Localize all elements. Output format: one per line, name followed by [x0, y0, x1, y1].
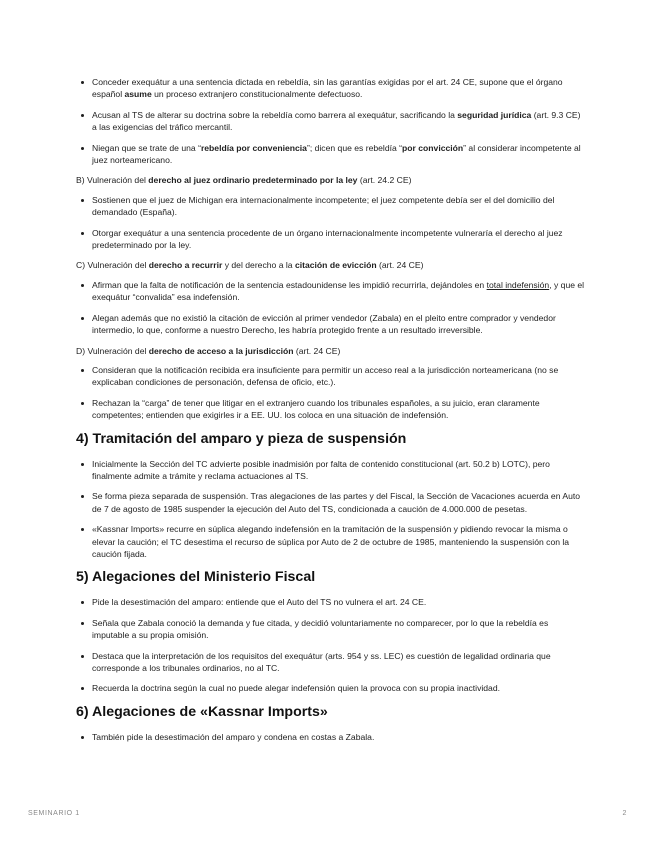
text-run: Sostienen que el juez de Michigan era internacionalmente incompetente; el juez competente debía ser el del domicilio del demandado (España). — [92, 194, 555, 218]
bullet-item — [76, 227, 586, 252]
text-run: (art. 24.2 CE) — [357, 175, 412, 186]
bullet-item — [76, 682, 586, 694]
text-run: , y que el exequátur “convalida” esa indefensión. — [92, 279, 585, 303]
bullet-item — [76, 523, 586, 560]
underlined-text: total indefensión — [486, 279, 550, 290]
text-run: C) Vulneración del — [76, 260, 149, 271]
bullet-item — [76, 142, 586, 167]
bold-text: rebeldía por conveniencia — [200, 142, 307, 153]
bullet-item — [76, 596, 586, 608]
text-run: D) Vulneración del — [76, 345, 149, 356]
text-run: Afirman que la falta de notificación de la sentencia estadounidense les impidió recurrirla, dejándoles en — [92, 279, 487, 290]
footer-title: SEMINARIO 1 — [28, 810, 80, 817]
section-heading — [76, 703, 586, 721]
text-run: Rechazan la “carga” de tener que litigar en el extranjero cuando los tribunales españoles, a su juicio, eran claramente competentes; entienden que exigirles ir a EE. UU. los coloca en una situación de indefensión. — [92, 397, 540, 421]
bold-text: seguridad jurídica — [457, 109, 532, 120]
section-heading — [76, 568, 586, 586]
bold-text: derecho al juez ordinario predeterminado por la ley — [148, 175, 358, 186]
text-run: Pide la desestimación del amparo: entiende que el Auto del TS no vulnera el art. 24 CE. — [92, 597, 427, 608]
text-run: «Kassnar Imports» recurre en súplica alegando indefensión en la tramitación de la suspensión y pidiendo revocar la misma o elevar la caución; el TC desestima el recurso de súplica por Auto de 2 de octubre de 1985, manteniendo la suspensión con la caución fijada. — [92, 524, 570, 559]
subsection-heading — [76, 259, 586, 271]
bullet-item — [76, 312, 586, 337]
text-run: Recuerda la doctrina según la cual no puede alegar indefensión quien la provoca con su propia inactividad. — [92, 683, 501, 694]
text-run: (art. 9.3 CE) a las exigencias del tráfico mercantil. — [92, 109, 581, 133]
text-run: Acusan al TS de alterar su doctrina sobre la rebeldía como barrera al exequátur, sacrificando la — [92, 109, 458, 120]
bullet-item — [76, 650, 586, 675]
bullet-item — [76, 458, 586, 483]
text-run: Inicialmente la Sección del TC advierte posible inadmisión por falta de contenido constitucional (art. 50.2 b) LOTC), pero finalmente admite a trámite y reclama actuaciones al TS. — [92, 458, 550, 481]
text-run: ” al considerar incompetente al juez norteamericano. — [92, 142, 581, 166]
bullet-list — [76, 76, 586, 166]
text-run: 6) Alegaciones de «Kassnar Imports» — [76, 703, 328, 720]
bullet-list — [76, 596, 586, 694]
bullet-item — [76, 397, 586, 422]
bold-text: citación de evicción — [294, 260, 377, 271]
document-body — [76, 76, 586, 751]
bullet-item — [76, 617, 586, 642]
section-heading — [76, 430, 586, 448]
bullet-item — [76, 279, 586, 304]
bullet-item — [76, 731, 586, 743]
text-run: (art. 24 CE) — [293, 345, 341, 356]
bullet-item — [76, 109, 586, 134]
bullet-item — [76, 76, 586, 101]
subsection-heading — [76, 174, 586, 186]
bullet-list — [76, 731, 586, 743]
bullet-item — [76, 490, 586, 515]
text-run: También pide la desestimación del amparo y condena en costas a Zabala. — [92, 731, 375, 742]
text-run: 4) Tramitación del amparo y pieza de suspensión — [76, 430, 407, 447]
bold-text: derecho de acceso a la jurisdicción — [148, 345, 294, 356]
bold-text: por convicción — [402, 142, 464, 153]
text-run: Consideran que la notificación recibida era insuficiente para permitir un acceso real a la jurisdicción norteamericana (no se explicaban condiciones de personación, defensa de oficio, etc.). — [92, 364, 559, 388]
text-run: ”; dicen que es rebeldía “ — [306, 142, 403, 153]
text-run: Conceder exequátur a una sentencia dictada en rebeldía, sin las garantías exigidas por el art. 24 CE, supone que el órgano español — [92, 77, 563, 100]
bullet-item — [76, 194, 586, 219]
text-run: Se forma pieza separada de suspensión. Tras alegaciones de las partes y del Fiscal, la Sección de Vacaciones acuerda en Auto de 7 de agosto de 1985 suspender la ejecución del Auto del TS, condicionada a caución de 4.000.000 de pesetas. — [92, 491, 581, 514]
bullet-list — [76, 364, 586, 422]
text-run: (art. 24 CE) — [376, 260, 424, 271]
subsection-heading — [76, 345, 586, 357]
page-number: 2 — [622, 810, 627, 817]
text-run: Señala que Zabala conoció la demanda y fue citada, y decidió voluntariamente no comparecer, por lo que la rebeldía es imputable a su propia omisión. — [92, 617, 549, 641]
text-run: B) Vulneración del — [76, 175, 149, 186]
text-run: Destaca que la interpretación de los requisitos del exequátur (arts. 954 y ss. LEC) es cuestión de legalidad ordinaria que corresponde a los tribunales ordinarios, no al TC. — [92, 650, 551, 673]
text-run: y del derecho a la — [222, 260, 295, 271]
bold-text: derecho a recurrir — [148, 260, 223, 271]
text-run: Niegan que se trate de una “ — [92, 142, 201, 153]
bold-text: asume — [124, 89, 152, 100]
bullet-item — [76, 364, 586, 389]
text-run: un proceso extranjero constitucionalmente defectuoso. — [151, 89, 363, 100]
text-run: Otorgar exequátur a una sentencia procedente de un órgano internacionalmente incompetente vulneraría el derecho al juez predeterminado por la ley. — [92, 227, 563, 251]
bullet-list — [76, 194, 586, 252]
text-run: 5) Alegaciones del Ministerio Fiscal — [76, 569, 316, 586]
bullet-list — [76, 458, 586, 561]
bullet-list — [76, 279, 586, 337]
text-run: Alegan además que no existió la citación de evicción al primer vendedor (Zabala) en el pleito entre comprador y vendedor intermedio, lo que, conforme a nuestro Derecho, les habría protegido frente a un resultado irreversible. — [92, 312, 556, 336]
